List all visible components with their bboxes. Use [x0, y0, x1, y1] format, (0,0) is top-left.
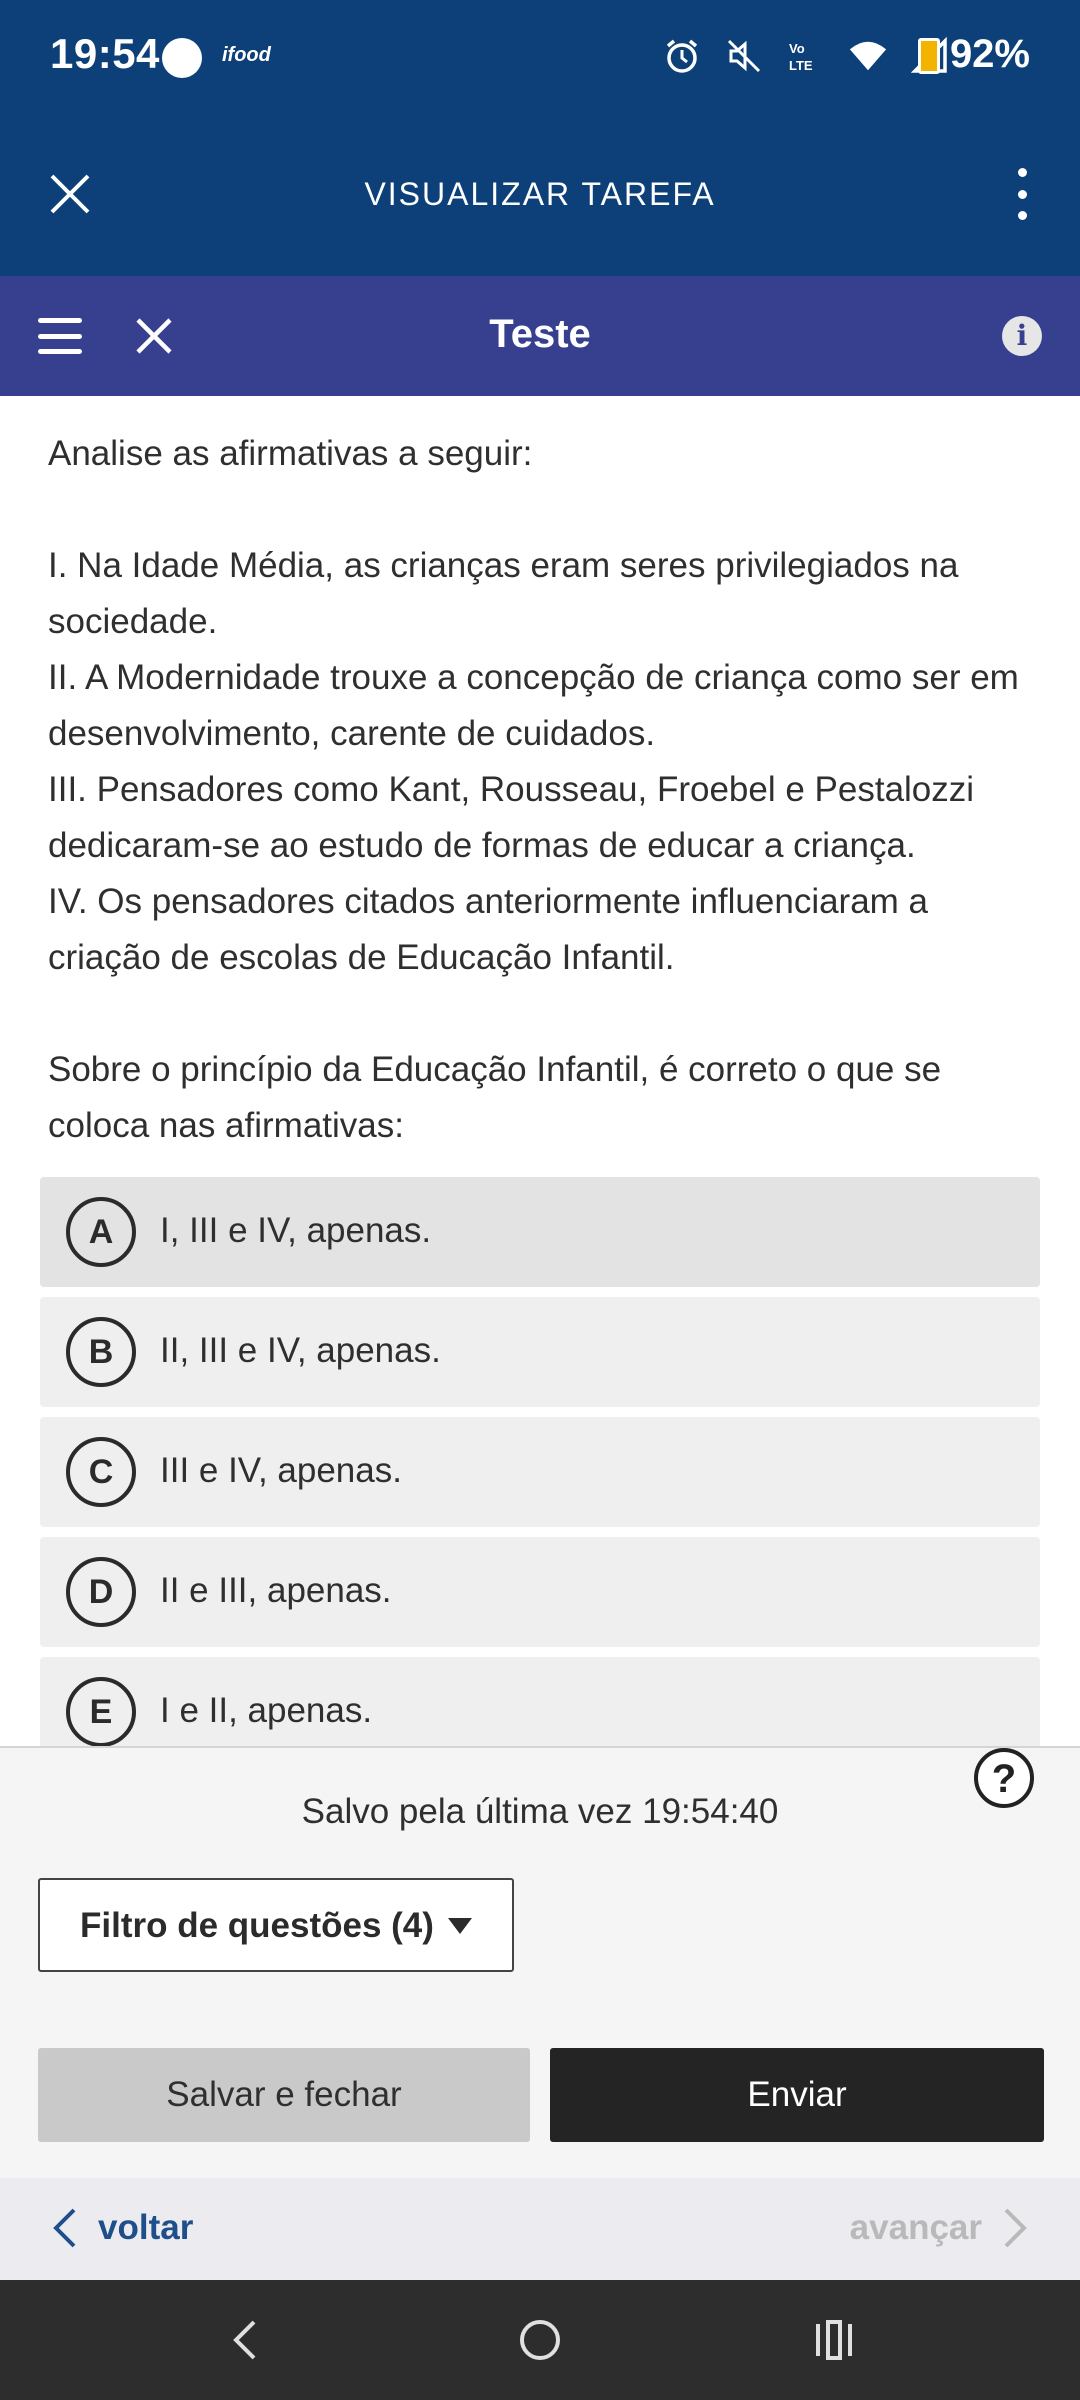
option-text: II, III e IV, apenas. [160, 1331, 441, 1370]
app-bar-title: VISUALIZAR TAREFA [364, 176, 716, 212]
option-text: III e IV, apenas. [160, 1451, 402, 1490]
question-content [0, 396, 1080, 1746]
option-d[interactable] [40, 1537, 1040, 1647]
option-e[interactable] [40, 1657, 1040, 1746]
battery-icon [918, 38, 940, 74]
more-dot [1018, 190, 1027, 199]
caret-down-icon [448, 1918, 472, 1934]
test-header [0, 276, 1080, 396]
chevron-right-icon [1002, 2206, 1028, 2250]
help-icon[interactable]: ? [974, 1748, 1034, 1808]
status-bar [0, 0, 1080, 115]
send-button[interactable]: Enviar [550, 2048, 1044, 2142]
last-saved-text: Salvo pela última vez 19:54:40 [301, 1792, 779, 1831]
alarm-icon [662, 36, 702, 76]
question-filter-dropdown[interactable] [38, 1878, 514, 1972]
question-intro: Analise as afirmativas a seguir: [48, 434, 533, 473]
volte-icon [786, 36, 826, 76]
back-link[interactable] [52, 2206, 193, 2250]
system-recents-button[interactable] [810, 2316, 858, 2364]
system-back-button[interactable] [222, 2316, 270, 2364]
option-letter: D [66, 1557, 136, 1627]
back-icon [222, 2316, 270, 2364]
top-bar [0, 0, 1080, 276]
option-letter: C [66, 1437, 136, 1507]
statement-3: III. Pensadores como Kant, Rousseau, Froebel e Pestalozzi dedicaram-se ao estudo de formas de educar a criança. [48, 770, 975, 865]
option-c[interactable] [40, 1417, 1040, 1527]
info-icon[interactable]: i [1002, 316, 1042, 356]
answer-options [40, 1177, 1040, 1746]
home-icon [516, 2316, 564, 2364]
ifood-notification-icon: ifood [222, 44, 271, 66]
system-navigation-bar [0, 2280, 1080, 2400]
svg-text:Vo: Vo [789, 41, 805, 56]
forward-link[interactable] [850, 2206, 1028, 2250]
bottom-panel [0, 1746, 1080, 2178]
option-b[interactable] [40, 1297, 1040, 1407]
option-letter: A [66, 1197, 136, 1267]
statement-4: IV. Os pensadores citados anteriormente influenciaram a criação de escolas de Educação Infantil. [48, 882, 929, 977]
statement-2: II. A Modernidade trouxe a concepção de criança como ser em desenvolvimento, carente de cuidados. [48, 658, 1019, 753]
notification-dot-icon [162, 38, 202, 78]
option-text: II e III, apenas. [160, 1571, 392, 1610]
statement-1: I. Na Idade Média, as crianças eram seres privilegiados na sociedade. [48, 546, 959, 641]
status-time: 19:54 [50, 30, 160, 77]
system-home-button[interactable] [516, 2316, 564, 2364]
option-a[interactable] [40, 1177, 1040, 1287]
status-icons [662, 36, 950, 76]
more-dot [1018, 168, 1027, 177]
mute-icon [724, 36, 764, 76]
more-options-button[interactable] [1012, 168, 1032, 220]
question-text [48, 426, 1038, 1154]
save-and-close-button[interactable]: Salvar e fechar [38, 2048, 530, 2142]
test-title: Teste [489, 312, 591, 356]
option-letter: E [66, 1677, 136, 1746]
wifi-icon [848, 36, 888, 76]
back-label: voltar [98, 2208, 194, 2247]
option-text: I, III e IV, apenas. [160, 1211, 432, 1250]
battery-percent: 92% [949, 32, 1030, 76]
question-navigation [0, 2178, 1080, 2280]
filter-label: Filtro de questões (4) [80, 1906, 434, 1945]
question-prompt: Sobre o princípio da Educação Infantil, é correto o que se coloca nas afirmativas: [48, 1050, 942, 1145]
recents-icon [810, 2316, 858, 2364]
svg-text:LTE: LTE [789, 58, 813, 73]
option-text: I e II, apenas. [160, 1691, 373, 1730]
more-dot [1018, 211, 1027, 220]
forward-label: avançar [849, 2208, 982, 2247]
option-letter: B [66, 1317, 136, 1387]
chevron-left-icon [52, 2206, 78, 2250]
